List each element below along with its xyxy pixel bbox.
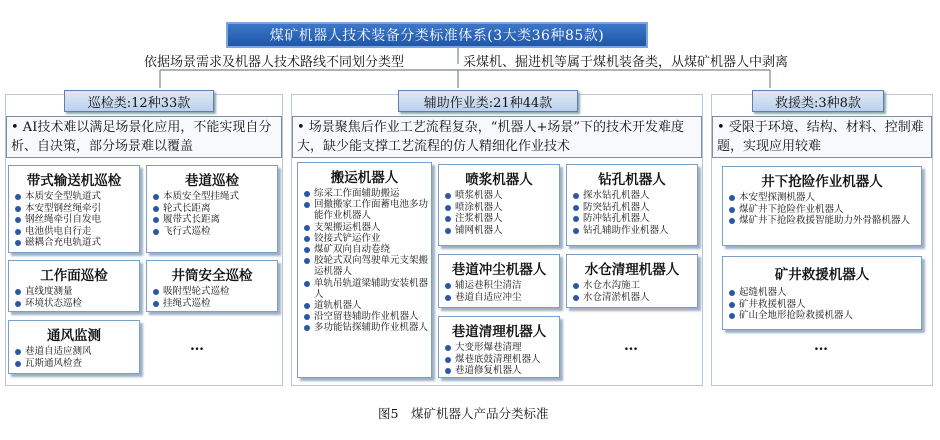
card-working-face-inspection (8, 260, 140, 312)
card-shotcrete-robot (438, 164, 560, 246)
list-item: 综采工作面辅助搬运 (304, 188, 431, 199)
card-title: 巷道巡检 (185, 173, 239, 189)
list-item: 铰接式铲运作业 (304, 233, 431, 244)
list-item: 瓦斯通风检查 (15, 358, 139, 370)
card-dust-flushing-robot (438, 254, 560, 308)
card-title: 水仓清理机器人 (584, 262, 680, 278)
list-item: 喷浆机器人 (445, 190, 559, 202)
card-title: 井筒安全巡检 (171, 268, 253, 284)
list-item: 胶轮式双向驾驶单元支架搬运机器人 (304, 255, 431, 277)
list-item: 巷道自适应冲尘 (445, 292, 559, 304)
list-item: 钻孔辅助作业机器人 (573, 225, 697, 237)
list-item: 巷道修复机器人 (445, 365, 559, 377)
list-item: 注浆机器人 (445, 213, 559, 225)
left-annotation: 依据场景需求及机器人技术路线不同划分类型 (144, 55, 405, 70)
list-item: 煤矿井下抢险作业机器人 (729, 204, 921, 216)
list-item: 水仓清淤机器人 (573, 292, 697, 304)
list-item: 本安型钢丝绳牵引 (15, 203, 139, 215)
list-item: 沿空留巷辅助作业机器人 (304, 311, 431, 322)
list-item: 铺网机器人 (445, 225, 559, 237)
figure-caption: 图5 煤矿机器人产品分类标准 (378, 406, 549, 421)
list-item: 多功能钻探辅助作业机器人 (304, 322, 431, 333)
card-belt-conveyor-inspection (8, 165, 140, 253)
card-title: 钻孔机器人 (598, 172, 666, 188)
list-item: 支架搬运机器人 (304, 222, 431, 233)
list-item: 大变形爆巷清理 (445, 342, 559, 354)
list-item: 本安型探测机器人 (729, 192, 921, 204)
list-item: 探水钻孔机器人 (573, 190, 697, 202)
list-item: 本质安全型轨道式 (15, 191, 139, 203)
rescue-note: • 受限于环境、结构、材料、控制难题，实现应用较难 (712, 116, 932, 158)
list-item: 单轨吊轨道梁辅助安装机器人 (304, 278, 431, 300)
card-title: 工作面巡检 (40, 268, 108, 284)
list-item: 水仓水沟施工 (573, 280, 697, 292)
card-title: 搬运机器人 (330, 170, 399, 186)
card-transport-robot (297, 162, 432, 378)
card-emergency-operation-robot (722, 166, 922, 246)
list-item: 吸附型轮式巡检 (153, 286, 277, 298)
inspection-note: • AI技术难以满足场景化应用，不能实现自分析、自决策，部分场景难以覆盖 (6, 116, 282, 158)
card-shaft-safety-inspection (146, 260, 278, 312)
list-item: 矿山全地形抢险救援机器人 (729, 310, 921, 322)
card-roadway-inspection (146, 165, 278, 253)
auxiliary-note: • 场景聚焦后作业工艺流程复杂，“机器人+场景”下的技术开发难度大，缺少能支撑工艺流程的仿人精细化作业技术 (292, 116, 702, 158)
card-title: 巷道清理机器人 (451, 324, 547, 340)
more-ellipsis: … (190, 338, 204, 354)
list-item: 矿井救援机器人 (729, 299, 921, 311)
card-title: 矿井救援机器人 (774, 267, 870, 283)
more-ellipsis: … (814, 338, 828, 354)
card-sump-cleaning-robot (566, 254, 698, 308)
rescue-header: 救援类:3种8款 (752, 90, 884, 112)
list-item: 巷道自适应测风 (15, 346, 139, 358)
list-item: 煤矿井下抢险救援智能助力外骨骼机器人 (729, 215, 921, 227)
list-item: 起缝机器人 (729, 287, 921, 299)
list-item: 煤巷底鼓清理机器人 (445, 354, 559, 366)
auxiliary-header: 辅助作业类:21种44款 (398, 90, 578, 112)
list-item: 防冲钻孔机器人 (573, 213, 697, 225)
card-ventilation-monitoring (8, 320, 140, 374)
card-drilling-robot (566, 164, 698, 246)
list-item: 钢丝绳牵引自发电 (15, 214, 139, 226)
inspection-header: 巡检类:12种33款 (64, 90, 214, 112)
list-item: 回撤搬家工作面蓄电池多功能作业机器人 (304, 199, 431, 221)
list-item: 挂绳式巡检 (153, 298, 277, 310)
list-item: 飞行式巡检 (153, 226, 277, 238)
card-title: 喷浆机器人 (465, 172, 533, 188)
card-title: 带式输送机巡检 (26, 173, 122, 189)
card-title: 通风监测 (47, 328, 101, 344)
card-mine-rescue-robot (722, 256, 922, 330)
list-item: 轮式长距离 (153, 203, 277, 215)
list-item: 电池供电自行走 (15, 226, 139, 238)
list-item: 辅运巷积尘清洁 (445, 280, 559, 292)
more-ellipsis: … (624, 338, 638, 354)
list-item: 喷涂机器人 (445, 202, 559, 214)
list-item: 环境状态巡检 (15, 298, 139, 310)
card-title: 井下抢险作业机器人 (761, 174, 883, 190)
card-title: 巷道冲尘机器人 (451, 262, 547, 278)
list-item: 磁耦合充电轨道式 (15, 237, 139, 249)
right-annotation: 采煤机、掘进机等属于煤机装备类，从煤矿机器人中剥离 (463, 55, 789, 70)
list-item: 履带式长距离 (153, 214, 277, 226)
page-title: 煤矿机器人技术装备分类标准体系(3大类36种85款) (226, 22, 648, 48)
list-item: 防突钻孔机器人 (573, 202, 697, 214)
list-item: 直线度测量 (15, 286, 139, 298)
list-item: 煤矿双向自动卷绕 (304, 244, 431, 255)
list-item: 道轨机器人 (304, 300, 431, 311)
list-item: 本质安全型挂绳式 (153, 191, 277, 203)
card-roadway-cleaning-robot (438, 316, 560, 378)
